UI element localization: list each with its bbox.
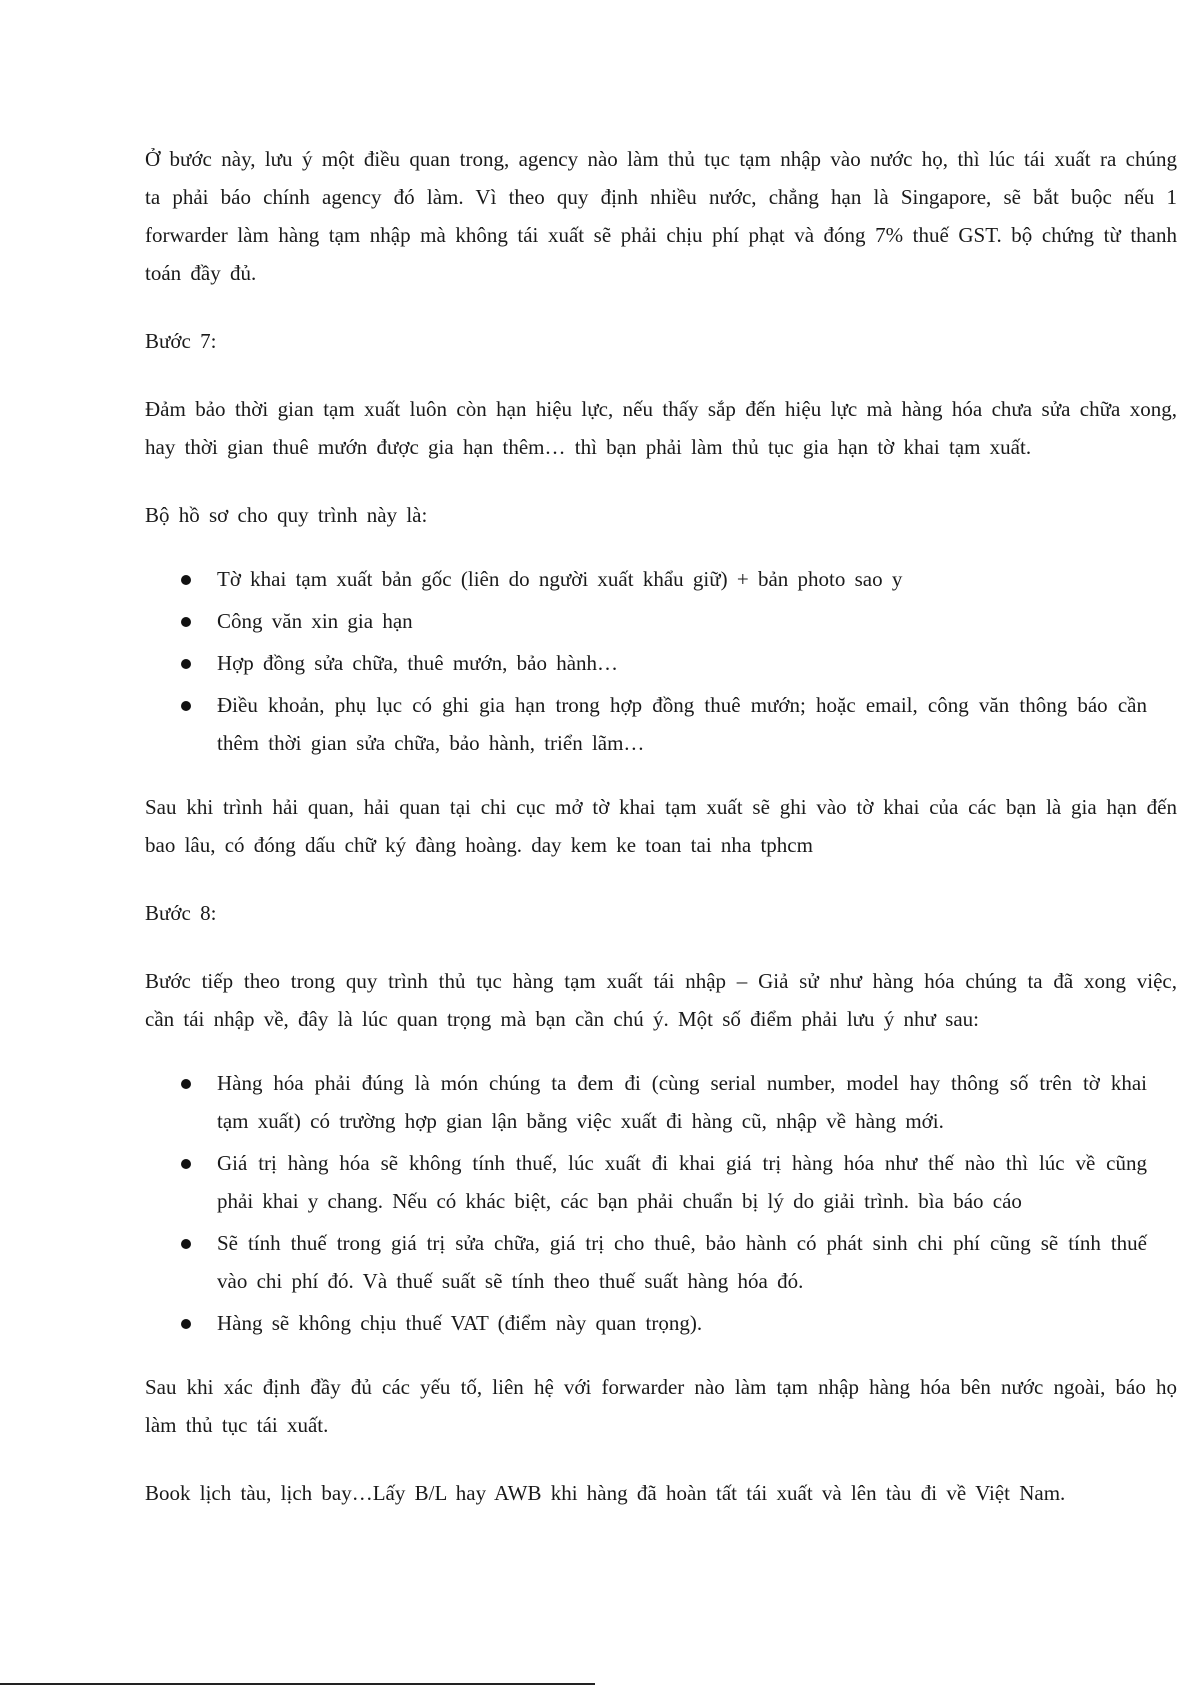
paragraph-agency-note: Ở bước này, lưu ý một điều quan trong, agency nào làm thủ tục tạm nhập vào nước họ, thì lúc tái xuất ra chúng ta phải báo chính agency đó làm. Vì theo quy định nhiều nước, chẳng hạn là Singapore, sẽ bắt buộc nếu 1 forwarder làm hàng tạm nhập mà không tái xuất sẽ phải chịu phí phạt và đóng 7% thuế GST. bộ chứng từ thanh toán đầy đủ. — [145, 147, 1177, 285]
bullet-icon — [181, 617, 191, 627]
list-item: Hàng sẽ không chịu thuế VAT (điểm này quan trọng). — [145, 1304, 1177, 1342]
bullet-icon — [181, 1159, 191, 1169]
bullet-icon — [181, 701, 191, 711]
bullet-icon — [181, 1319, 191, 1329]
document-body — [145, 140, 1177, 1512]
bullet-icon — [181, 1079, 191, 1089]
paragraph-customs-note: Sau khi trình hải quan, hải quan tại chi cục mở tờ khai tạm xuất sẽ ghi vào tờ khai của các bạn là gia hạn đến bao lâu, có đóng dấu chữ ký đàng hoàng. day kem ke toan tai nha tphcm — [145, 795, 1177, 857]
paragraph-booking: Book lịch tàu, lịch bay…Lấy B/L hay AWB khi hàng đã hoàn tất tái xuất và lên tàu đi về Việt Nam. — [145, 1481, 1066, 1505]
list-item: Sẽ tính thuế trong giá trị sửa chữa, giá trị cho thuê, bảo hành có phát sinh chi phí cũng sẽ tính thuế vào chi phí đó. Và thuế suất sẽ tính theo thuế suất hàng hóa đó. — [145, 1224, 1177, 1300]
dossier-list — [145, 560, 1177, 762]
bullet-icon — [181, 659, 191, 669]
paragraph-contact-forwarder: Sau khi xác định đầy đủ các yếu tố, liên hệ với forwarder nào làm tạm nhập hàng hóa bên nước ngoài, báo họ làm thủ tục tái xuất. — [145, 1375, 1177, 1437]
list-item: Giá trị hàng hóa sẽ không tính thuế, lúc xuất đi khai giá trị hàng hóa như thế nào thì lúc về cũng phải khai y chang. Nếu có khác biệt, các bạn phải chuẩn bị lý do giải trình. bìa báo cáo — [145, 1144, 1177, 1220]
paragraph-reimport-intro: Bước tiếp theo trong quy trình thủ tục hàng tạm xuất tái nhập – Giả sử như hàng hóa chúng ta đã xong việc, cần tái nhập về, đây là lúc quan trọng mà bạn cần chú ý. Một số điểm phải lưu ý như sau: — [145, 969, 1177, 1031]
bullet-icon — [181, 1239, 191, 1249]
paragraph-dossier-intro: Bộ hồ sơ cho quy trình này là: — [145, 503, 428, 527]
list-item: Điều khoản, phụ lục có ghi gia hạn trong hợp đồng thuê mướn; hoặc email, công văn thông báo cần thêm thời gian sửa chữa, bảo hành, triển lãm… — [145, 686, 1177, 762]
list-item: Hàng hóa phải đúng là món chúng ta đem đi (cùng serial number, model hay thông số trên tờ khai tạm xuất) có trường hợp gian lận bằng việc xuất đi hàng cũ, nhập về hàng mới. — [145, 1064, 1177, 1140]
step-7-heading: Bước 7: — [145, 329, 217, 353]
list-item: Hợp đồng sửa chữa, thuê mướn, bảo hành… — [145, 644, 1177, 682]
step-8-heading: Bước 8: — [145, 901, 217, 925]
reimport-points-list — [145, 1064, 1177, 1342]
list-item: Công văn xin gia hạn — [145, 602, 1177, 640]
bullet-icon — [181, 575, 191, 585]
list-item: Tờ khai tạm xuất bản gốc (liên do người xuất khẩu giữ) + bản photo sao y — [145, 560, 1177, 598]
paragraph-extension-note: Đảm bảo thời gian tạm xuất luôn còn hạn hiệu lực, nếu thấy sắp đến hiệu lực mà hàng hóa chưa sửa chữa xong, hay thời gian thuê mướn được gia hạn thêm… thì bạn phải làm thủ tục gia hạn tờ khai tạm xuất. — [145, 397, 1177, 459]
